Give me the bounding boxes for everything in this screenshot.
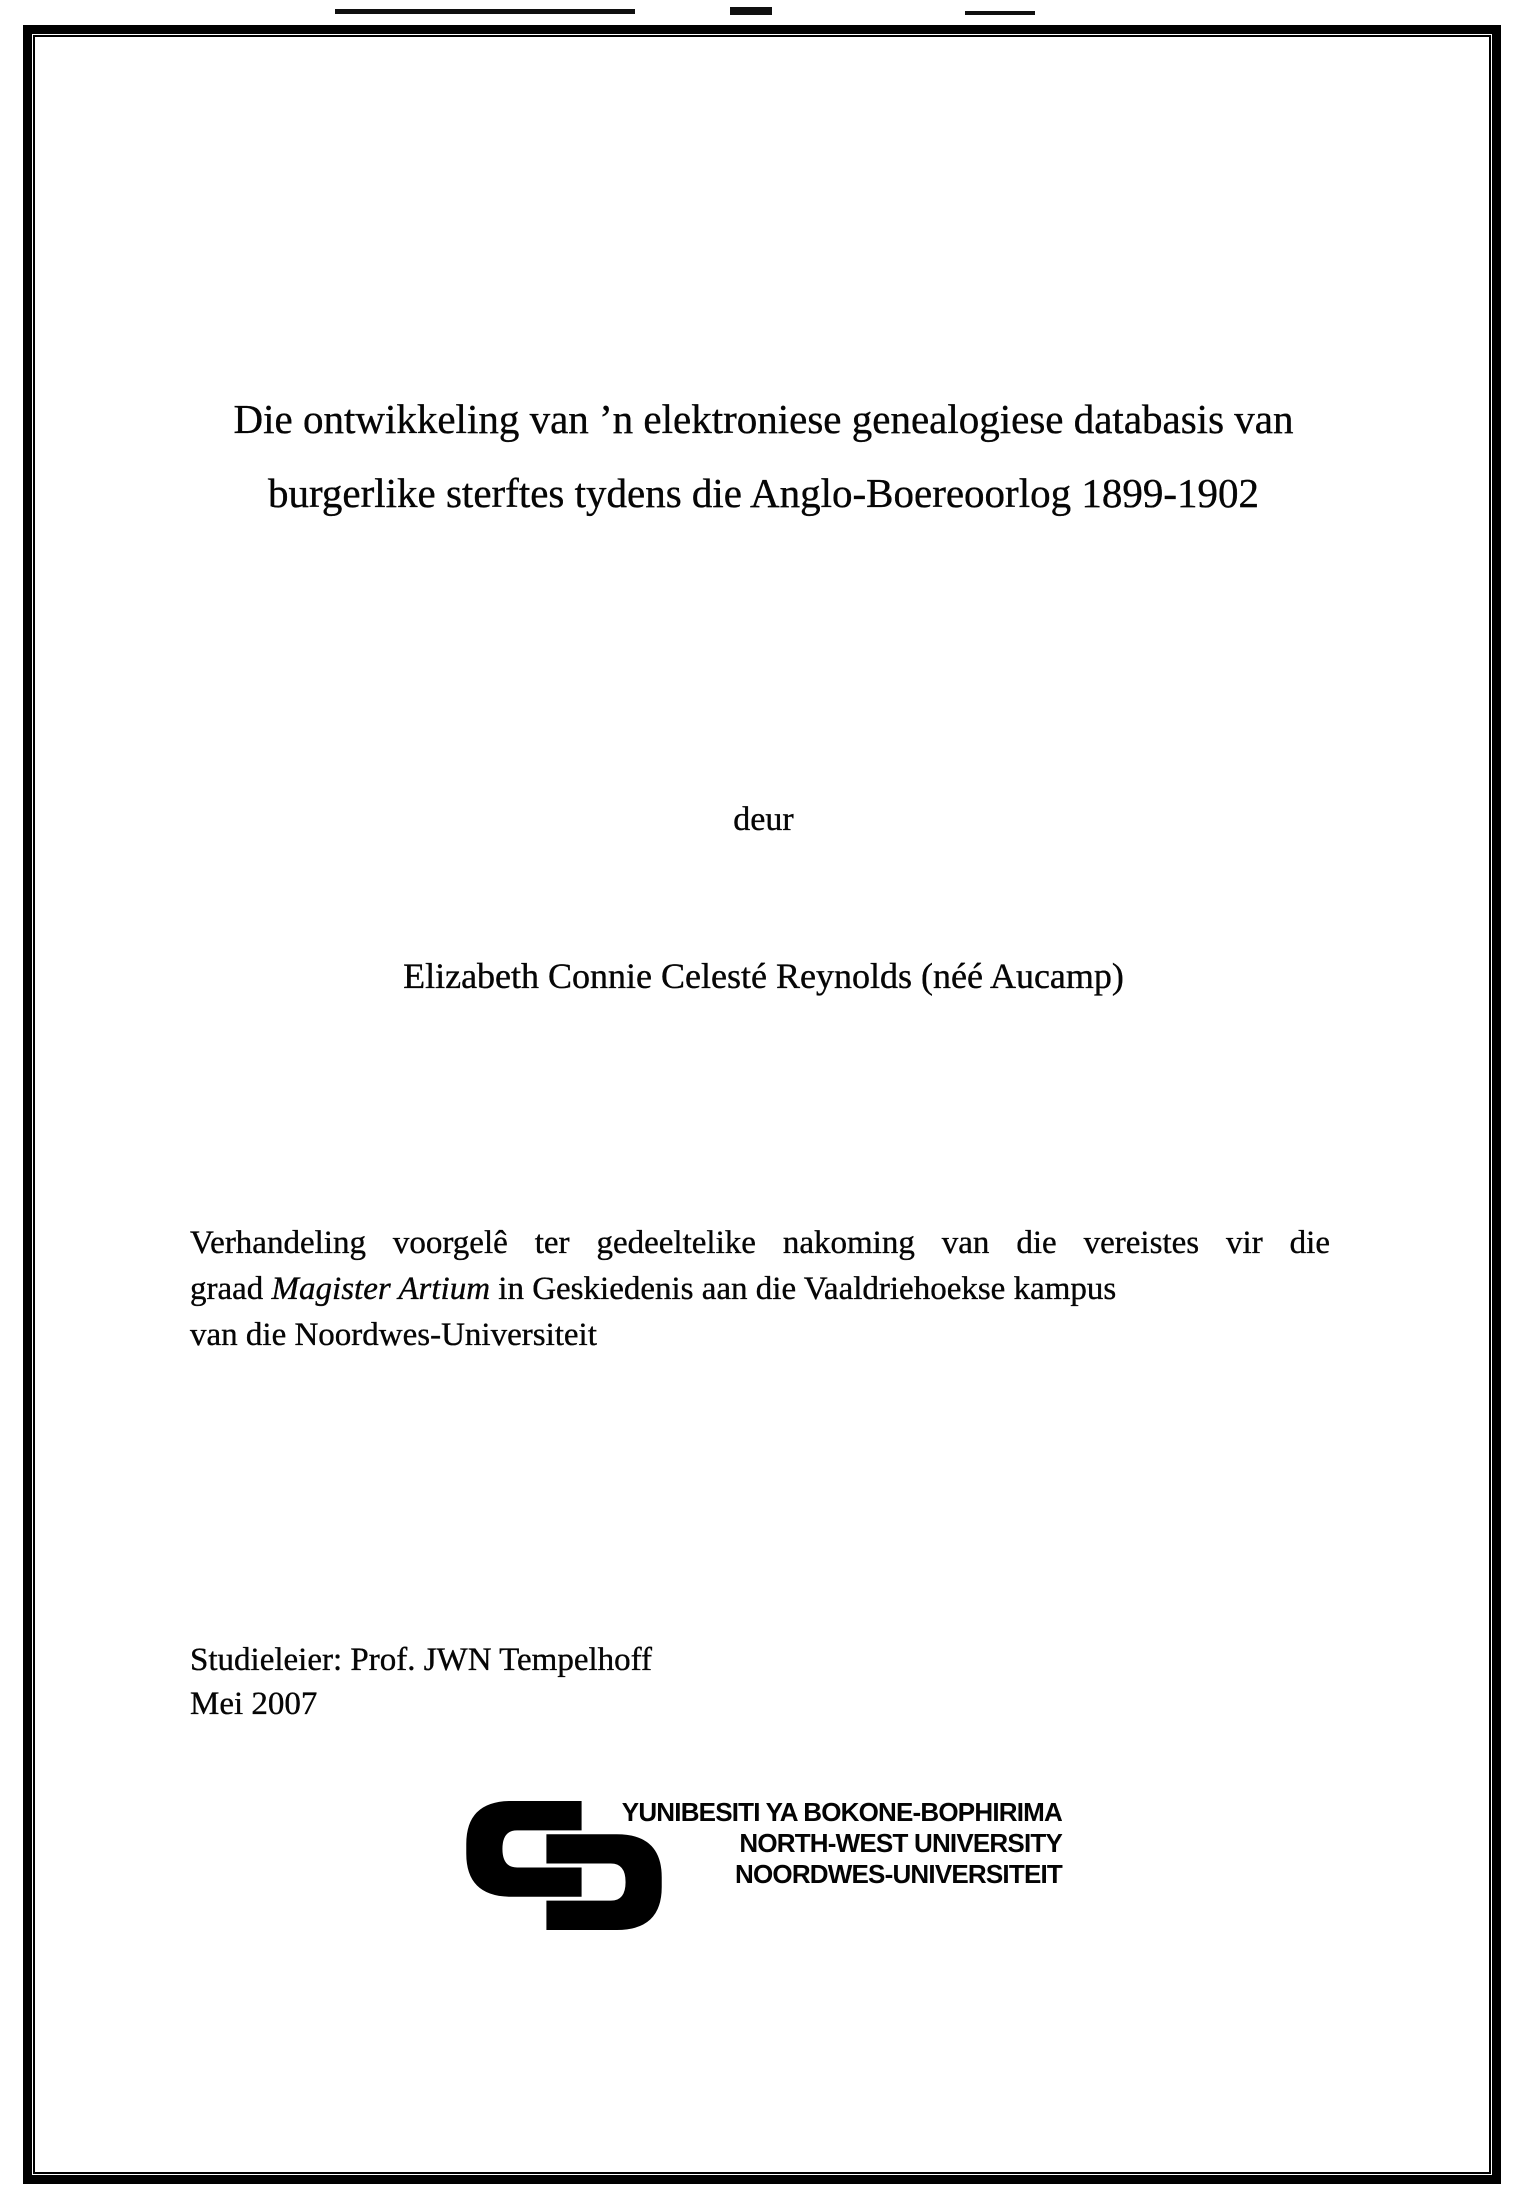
nwu-logo-line3: NOORDWES-UNIVERSITEIT bbox=[735, 1859, 1062, 1889]
author-name: Elizabeth Connie Celesté Reynolds (néé Aucamp) bbox=[403, 956, 1124, 996]
thesis-note-line2-suffix: in Geskiedenis aan die Vaaldriehoekse kampus bbox=[490, 1271, 1117, 1307]
thesis-note bbox=[190, 1220, 1330, 1358]
thesis-note-line1: Verhandeling voorgelê ter gedeeltelike nakoming van die vereistes vir die bbox=[190, 1225, 1330, 1261]
thesis-note-line3: van die Noordwes-Universiteit bbox=[190, 1317, 597, 1353]
supervisor-block bbox=[190, 1638, 652, 1726]
degree-name: Magister Artium bbox=[271, 1271, 491, 1307]
scan-artifact bbox=[730, 7, 772, 15]
byline-deur: deur bbox=[733, 801, 794, 838]
date-line: Mei 2007 bbox=[190, 1686, 318, 1722]
thesis-note-line2 bbox=[190, 1266, 1330, 1312]
nwu-logo-wordmark bbox=[588, 1797, 1062, 1890]
nwu-logo-line2: NORTH-WEST UNIVERSITY bbox=[739, 1828, 1062, 1858]
supervisor-line: Studieleier: Prof. JWN Tempelhoff bbox=[190, 1642, 653, 1678]
thesis-title-line1: Die ontwikkeling van ’n elektroniese genealogiese databasis van bbox=[233, 396, 1294, 442]
scan-artifact bbox=[965, 11, 1035, 15]
thesis-note-line2-prefix: graad bbox=[190, 1271, 272, 1307]
thesis-title bbox=[100, 382, 1427, 530]
nwu-logo-line1: YUNIBESITI YA BOKONE-BOPHIRIMA bbox=[621, 1797, 1062, 1827]
thesis-title-line2: burgerlike sterftes tydens die Anglo-Boereoorlog 1899-1902 bbox=[267, 470, 1259, 516]
scan-artifact bbox=[335, 9, 635, 14]
